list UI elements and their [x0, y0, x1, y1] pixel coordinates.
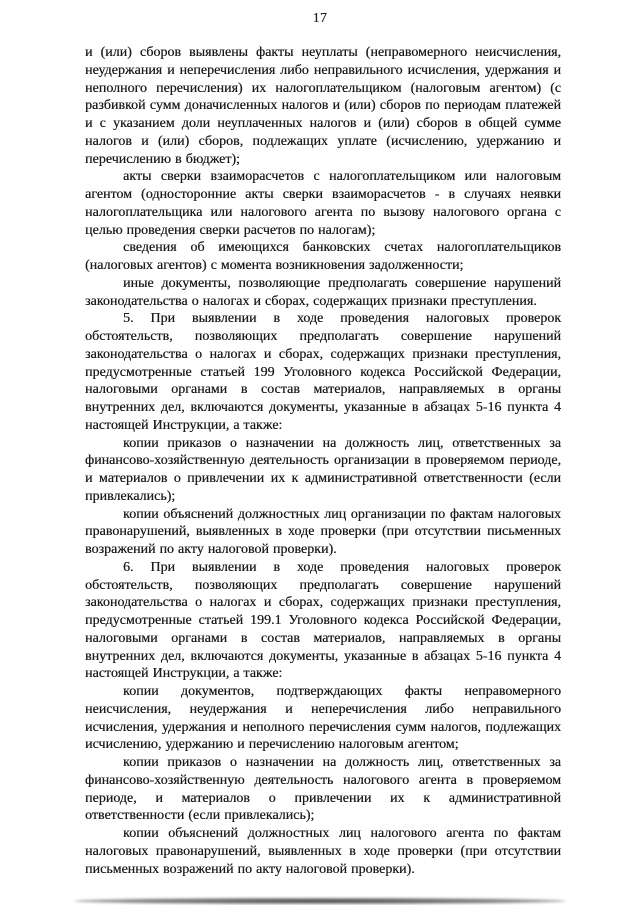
paragraph: копии приказов о назначении на должность лиц, ответственных за финансово-хозяйственную деятельность налогового агента в проверяемом периоде, и материалов о привлечении их к административной ответственности (если привлекались);: [85, 755, 561, 824]
paragraph: сведения об имеющихся банковских счетах налогоплательщиков (налоговых агентов) с момента возникновения задолженности;: [85, 240, 561, 273]
document-body: [85, 44, 561, 878]
paragraph: и (или) сборов выявлены факты неуплаты (неправомерного неисчисления, неудержания и неперечисления либо неправильного исчисления, удержания и неполного перечисления) их налогоплательщиком (налоговым агентом) (с разбивкой сумм доначисленных налогов и (или) сборов по периодам платежей и с указанием доли неуплаченных налогов и (или) сборов в общей сумме налогов и (или) сборов, подлежащих уплате (исчислению, удержанию и перечислению в бюджет);: [85, 45, 561, 167]
paragraph: 5. При выявлении в ходе проведения налоговых проверок обстоятельств, позволяющих предполагать совершение нарушений законодательства о налогах и сборах, содержащих признаки преступления, предусмотренные статьей 199 Уголовного кодекса Российской Федерации, налоговыми органами в состав материалов, направляемых в органы внутренних дел, включаются документы, указанные в абзацах 5-16 пункта 4 настоящей Инструкции, а также:: [85, 311, 561, 433]
paragraph: копии объяснений должностных лиц налогового агента по фактам налоговых правонарушений, выявленных в ходе проверки (при отсутствии письменных возражений по акту налоговой проверки).: [85, 826, 561, 877]
paragraph: иные документы, позволяющие предполагать совершение нарушений законодательства о налогах и сборах, содержащих признаки преступления.: [85, 275, 561, 309]
scan-artifact-bottom-edge: [74, 898, 566, 904]
paragraph: 6. При выявлении в ходе проведения налоговых проверок обстоятельств, позволяющих предполагать совершение нарушений законодательства о налогах и сборах, содержащих признаки преступления, предусмотренные статьей 199.1 Уголовного кодекса Российской Федерации, налоговыми органами в состав материалов, направляемых в органы внутренних дел, включаются документы, указанные в абзацах 5-16 пункта 4 настоящей Инструкции, а также:: [85, 559, 561, 682]
paragraph: копии документов, подтверждающих факты неправомерного неисчисления, неудержания и неперечисления либо неправильного исчисления, удержания и неполного перечисления сумм налогов, подлежащих исчислению, удержанию и перечислению налоговым агентом;: [85, 684, 561, 753]
paragraph: копии приказов о назначении на должность лиц, ответственных за финансово-хозяйственную деятельность организации в проверяемом периоде, и материалов о привлечении их к административной ответственности (если привлекались);: [85, 435, 561, 504]
paragraph: акты сверки взаиморасчетов с налогоплательщиком или налоговым агентом (односторонние акты сверки взаиморасчетов - в случаях неявки налогоплательщика или налогового агента по вызову налогового органа с целью проведения сверки расчетов по налогам);: [85, 169, 561, 238]
page-number: 17: [312, 10, 328, 25]
paragraph: копии объяснений должностных лиц организации по фактам налоговых правонарушений, выявленных в ходе проверки (при отсутствии письменных возражений по акту налоговой проверки).: [85, 506, 561, 557]
